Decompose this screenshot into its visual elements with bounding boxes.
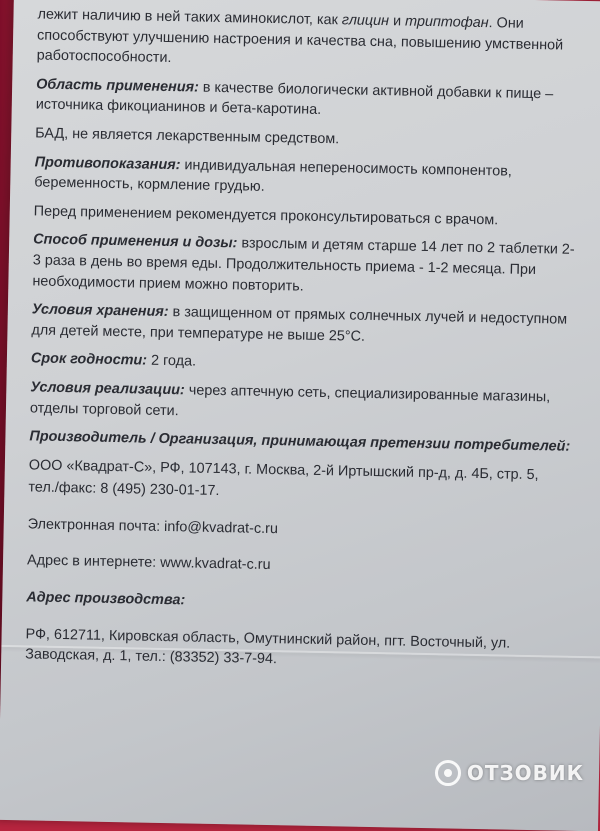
section-text-sale: через аптечную сеть, специализированные магазины, отделы торговой сети.: [29, 382, 551, 419]
paragraph-bad-note: БАД, не является лекарственным средством.: [35, 125, 340, 148]
paragraph-dosage: [32, 230, 581, 302]
watermark-text: ОТЗОВИК: [466, 761, 584, 785]
producer-website: Адрес в интернете: www.kvadrat-c.ru: [26, 552, 271, 574]
paragraph-area: [36, 74, 585, 126]
italic-glycine: глицин: [341, 12, 390, 30]
section-title-storage: Условия хранения:: [31, 301, 169, 321]
section-title-shelf: Срок годности:: [30, 350, 148, 369]
paragraph-sale: [30, 377, 579, 429]
production-address: РФ, 612711, Кировская область, Омутнинский район, пгт. Восточный, ул. Заводская, д. 1, тел.: (83352) 33-7-94.: [25, 625, 511, 668]
producer-email: Электронная почта: info@kvadrat-c.ru: [27, 516, 279, 538]
otzovik-logo-icon: [435, 760, 461, 786]
section-title-sale: Условия реализации:: [30, 379, 185, 399]
leaflet-text: [25, 4, 586, 683]
paragraph-consult: Перед применением рекомендуется проконсультироваться с врачом.: [33, 203, 499, 229]
section-text-contra: индивидуальная непереносимость компонентов, беременность, кормление грудью.: [34, 156, 512, 196]
production-title: Адрес производства:: [26, 589, 186, 609]
section-text-shelf: 2 года.: [146, 352, 197, 370]
producer-phone: тел./факс: 8 (495) 230-01-17.: [28, 479, 220, 500]
section-text-dosage: взрослым и детям старше 14 лет по 2 таблетки 2-3 раза в день во время еды. Продолжительность приема - 1-2 месяца. При необходимости прием можно повторить.: [32, 235, 575, 295]
producer-title: Производитель / Организация, принимающая претензии потребителей:: [29, 428, 571, 455]
text-span: и: [388, 13, 406, 30]
section-title-area: Область применения:: [36, 76, 200, 96]
italic-tryptophan: триптофан: [404, 13, 489, 32]
watermark: [435, 760, 584, 786]
section-title-contra: Противопоказания:: [34, 153, 181, 173]
section-title-dosage: Способ применения и дозы:: [33, 231, 238, 252]
paragraph-contraindications: [34, 152, 583, 204]
section-text-storage: в защищенном от прямых солнечных лучей и недоступном для детей месте, при температуре не выше 25°С.: [31, 304, 568, 345]
section-text-area: в качестве биологически активной добавки к пище – источника фикоцианинов и бета-каротина.: [35, 79, 554, 119]
paragraph-shelf-life: [31, 349, 579, 380]
paragraph-storage: [31, 300, 580, 352]
text-span: лежит наличию в ней таких аминокислот, как: [37, 6, 342, 29]
text-span: . Они способствуют улучшению настроения и качества сна, повышению умственной работоспособности.: [36, 15, 564, 67]
paragraph-composition: [37, 4, 586, 76]
producer-address: ООО «Квадрат-С», РФ, 107143, г. Москва, 2-й Иртышский пр-д, д. 4Б, стр. 5,: [28, 457, 539, 483]
